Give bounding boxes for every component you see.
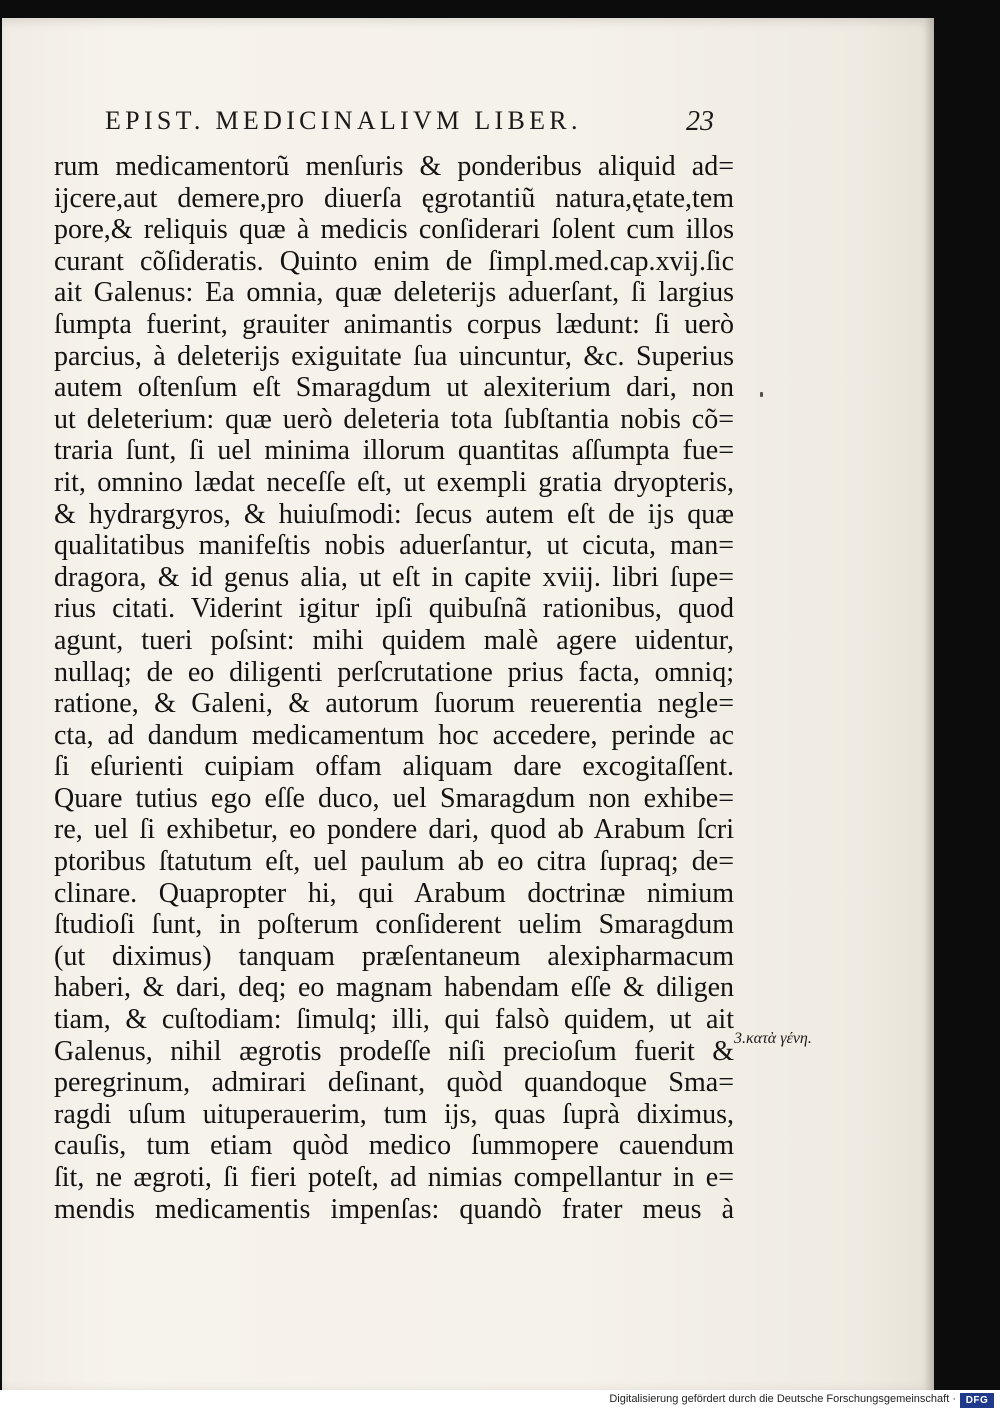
text-line: pore,& reliquis quæ à medicis conſiderari ſolent cum illos [54, 214, 734, 246]
body-text [54, 151, 734, 1225]
dfg-logo: DFG [960, 1393, 994, 1408]
text-line: autem oſtenſum eſt Smaragdum ut alexiterium dari, non [54, 372, 734, 404]
text-line: curant cõſideratis. Quinto enim de ſimpl.med.cap.xvij.ſic [54, 245, 734, 277]
text-line: cauſis, tum etiam quòd medico ſummopere cauendum [54, 1130, 734, 1162]
text-line: haberi, & dari, deq; eo magnam habendam eſſe & diligen [54, 972, 734, 1004]
text-line: ratione, & Galeni, & autorum ſuorum reuerentia negle= [54, 688, 734, 720]
text-line: ſumpta fuerint, grauiter animantis corpus lædunt: ſi uerò [54, 308, 734, 340]
text-line: ait Galenus: Ea omnia, quæ deleterijs aduerſant, ſi largius [54, 277, 734, 309]
text-line: tiam, & cuſtodiam: ſimulq; illi, qui falsò quidem, ut ait [54, 1004, 734, 1036]
text-line: rius citati. Viderint igitur ipſi quibuſnã rationibus, quod [54, 593, 734, 625]
running-head: EPIST. MEDICINALIVM LIBER. [105, 106, 582, 135]
book-page [2, 18, 934, 1390]
text-line: traria ſunt, ſi uel minima illorum quantitas aſſumpta fue= [54, 435, 734, 467]
text-line: parcius, à deleterijs exiguitate ſua uincuntur, &c. Superius [54, 340, 734, 372]
text-line: rum medicamentorũ menſuris & ponderibus aliquid ad= [54, 151, 734, 182]
funding-credit: Digitalisierung gefördert durch die Deutsche Forschungsgemeinschaft · [609, 1393, 956, 1405]
text-line: ſi eſurienti cuipiam offam aliquam dare excogitaſſent. [54, 751, 734, 783]
text-line: qualitatibus manifeſtis nobis aduerſantur, ut cicuta, man= [54, 530, 734, 562]
text-line: mendis medicamentis impenſas: quandò frater meus à [54, 1193, 734, 1225]
text-line: agunt, tueri poſsint: mihi quidem malè agere uidentur, [54, 624, 734, 656]
text-line: ijcere,aut demere,pro diuerſa ęgrotantiũ natura,ętate,tem [54, 182, 734, 214]
text-line: rit, omnino lædat neceſſe eſt, ut exempli gratia dryopteris, [54, 466, 734, 498]
text-line: & hydrargyros, & huiuſmodi: ſecus autem eſt de ijs quæ [54, 498, 734, 530]
text-line: Quare tutius ego eſſe duco, uel Smaragdum non exhibe= [54, 782, 734, 814]
text-line: peregrinum, admirari deſinant, quòd quandoque Sma= [54, 1067, 734, 1099]
text-line: ſit, ne ægroti, ſi fieri poteſt, ad nimias compellantur in e= [54, 1162, 734, 1193]
text-line: re, uel ſi exhibetur, eo pondere dari, quod ab Arabum ſcri [54, 814, 734, 846]
text-line: clinare. Quapropter hi, qui Arabum doctrinæ nimium [54, 877, 734, 909]
text-line: ſtudioſi ſunt, in poſterum conſiderent uelim Smaragdum [54, 909, 734, 941]
page-number: 23 [686, 106, 714, 137]
ink-speck [760, 392, 763, 397]
text-line: ragdi uſum uituperauerim, tum ijs, quas ſuprà diximus, [54, 1098, 734, 1130]
text-line: ut deleterium: quæ uerò deleteria tota ſubſtantia nobis cõ= [54, 403, 734, 435]
text-line: ptoribus ſtatutum eſt, uel paulum ab eo citra ſupraq; de= [54, 846, 734, 878]
text-line: dragora, & id genus alia, ut eſt in capite xviij. libri ſupe= [54, 561, 734, 593]
text-line: Galenus, nihil ægrotis prodeſſe niſi precioſum fuerit & [54, 1035, 734, 1067]
text-line: nullaq; de eo diligenti perſcrutatione prius facta, omniq; [54, 656, 734, 688]
text-line: cta, ad dandum medicamentum hoc accedere, perinde ac [54, 719, 734, 751]
text-line: (ut diximus) tanquam præſentaneum alexipharmacum [54, 940, 734, 972]
margin-note: 3.κατὰ γένη. [734, 1030, 812, 1047]
footer-bar [0, 1390, 1000, 1413]
